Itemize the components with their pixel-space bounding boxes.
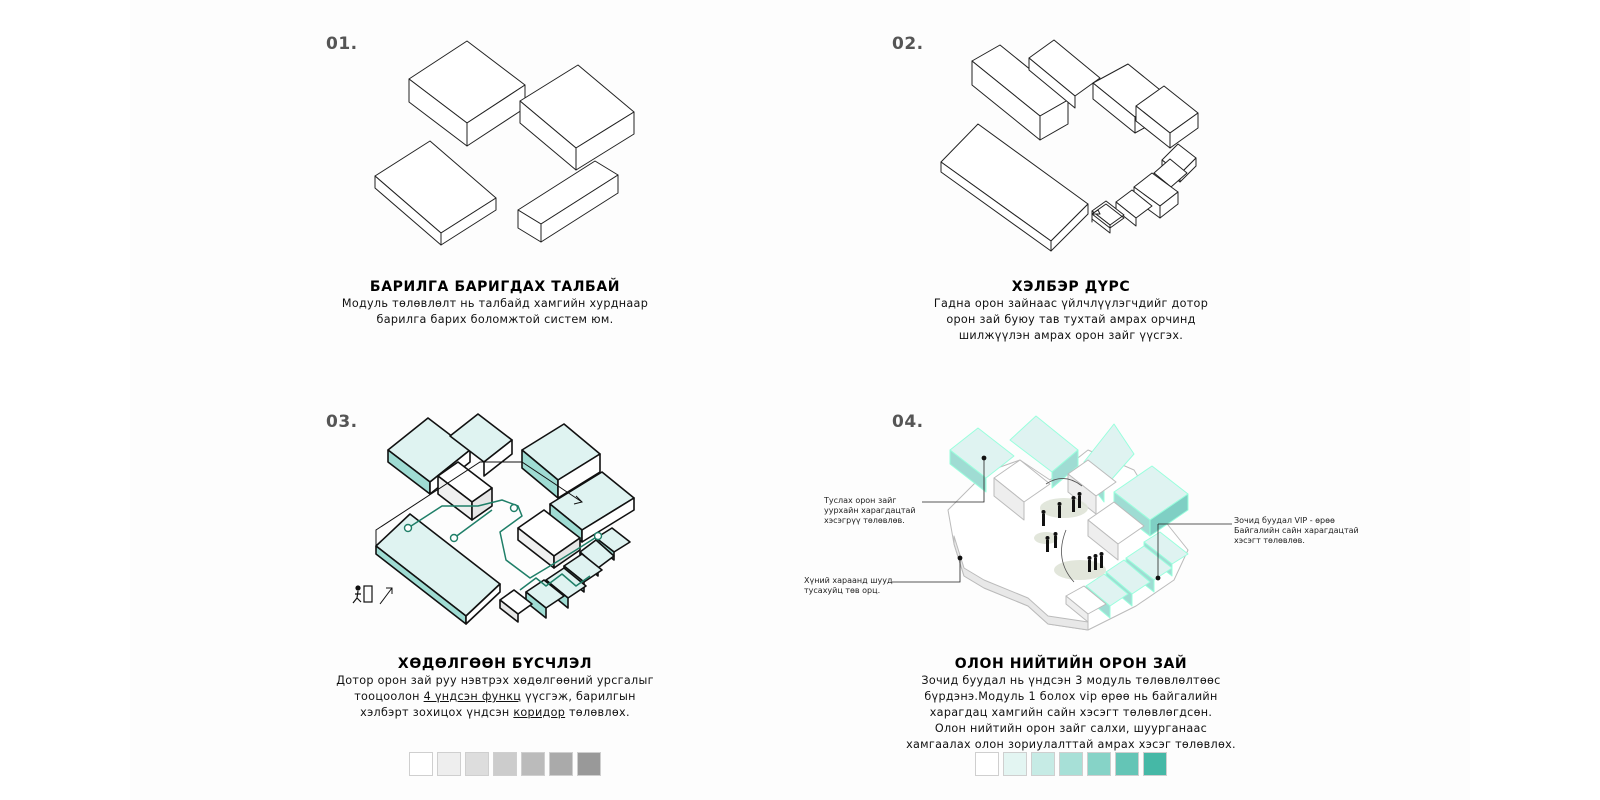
color-swatch — [549, 752, 573, 776]
color-swatch — [1031, 752, 1055, 776]
annotation-service-space — [824, 496, 916, 526]
caption-line — [290, 689, 700, 704]
caption-line: бүрдэнэ.Модуль 1 болох vip өрөө нь байгалийн — [924, 690, 1218, 703]
caption-underlined-term: коридор — [513, 706, 566, 719]
color-swatch — [521, 752, 545, 776]
caption-01 — [300, 279, 690, 327]
caption-text: үүсгэж, барилгын — [521, 690, 636, 703]
teal-palette-swatches — [975, 752, 1167, 776]
color-swatch — [437, 752, 461, 776]
annotation-line: хэсэгрүү төлөвлөв. — [824, 516, 905, 525]
caption-text: төлөвлөх. — [565, 706, 630, 719]
caption-underlined-term: 4 үндсэн функц — [423, 690, 522, 703]
annotation-line: Байгалийн сайн харагдацтай — [1234, 526, 1359, 535]
caption-text: хэлбэрт зохицох үндсэн — [360, 706, 514, 719]
color-swatch — [975, 752, 999, 776]
caption-title: ХӨДӨЛГӨӨН БҮСЧЛЭЛ — [397, 656, 593, 672]
panel-number-02: 02. — [892, 34, 924, 54]
caption-line: Модуль төлөвлөлт нь талбайд хамгийн хурднаар — [341, 297, 649, 310]
caption-title: ОЛОН НИЙТИЙН ОРОН ЗАЙ — [954, 656, 1188, 672]
caption-line: Дотор орон зай руу нэвтрэх хөдөлгөөний урсгалыг — [336, 674, 654, 687]
annotation-line: Туслах орон зайг — [824, 496, 897, 505]
caption-text: тооцоолон — [354, 690, 424, 703]
color-swatch — [409, 752, 433, 776]
color-swatch — [1059, 752, 1083, 776]
caption-line: орон зай буюу тав тухтай амрах орчинд — [946, 313, 1196, 326]
form-blocks-diagram — [938, 36, 1208, 251]
caption-line: барилга барих боломжтой систем юм. — [376, 313, 614, 326]
panel-number-01: 01. — [326, 34, 358, 54]
color-swatch — [493, 752, 517, 776]
annotation-line: тусахуйц төв орц. — [804, 586, 881, 595]
annotation-line: уурхайн харагдацтай — [824, 506, 916, 515]
caption-line: шилжүүлэн амрах орон зайг үүсгэх. — [958, 329, 1184, 342]
gray-palette-swatches — [409, 752, 601, 776]
annotation-vip-rooms — [1234, 516, 1359, 546]
site-blocks-diagram — [360, 30, 650, 260]
caption-line: Гадна орон зайнаас үйлчлүүлэгчдийг дотор — [933, 297, 1209, 310]
circulation-zoning-diagram — [350, 410, 650, 630]
public-space-diagram — [938, 410, 1208, 630]
caption-line: харагдац хамгийн сайн хэсэгт төлөвлөгдсөн. — [929, 706, 1213, 719]
color-swatch — [1115, 752, 1139, 776]
color-swatch — [1003, 752, 1027, 776]
color-swatch — [1143, 752, 1167, 776]
color-swatch — [1087, 752, 1111, 776]
color-swatch — [465, 752, 489, 776]
panel-number-03: 03. — [326, 412, 358, 432]
caption-line: Зочид буудал нь үндсэн 3 модуль төлөвлөлтөөс — [921, 674, 1221, 687]
annotation-line: Зочид буудал VIP - өрөө — [1234, 516, 1335, 525]
caption-04 — [856, 656, 1286, 752]
panel-number-04: 04. — [892, 412, 924, 432]
annotation-line: Хүний хараанд шууд — [804, 576, 893, 585]
caption-line — [290, 705, 700, 720]
annotation-main-entrance — [804, 576, 893, 596]
caption-02 — [866, 279, 1276, 343]
caption-line: Олон нийтийн орон зайг салхи, шуурганаас — [934, 722, 1208, 735]
caption-line: хамгаалах олон зориулалттай амрах хэсэг төлөвлөх. — [906, 738, 1236, 751]
caption-title: БАРИЛГА БАРИГДАХ ТАЛБАЙ — [369, 279, 621, 295]
annotation-line: хэсэгт төлөвлөв. — [1234, 536, 1305, 545]
caption-03 — [290, 656, 700, 720]
color-swatch — [577, 752, 601, 776]
caption-title: ХЭЛБЭР ДҮРС — [1011, 279, 1131, 295]
